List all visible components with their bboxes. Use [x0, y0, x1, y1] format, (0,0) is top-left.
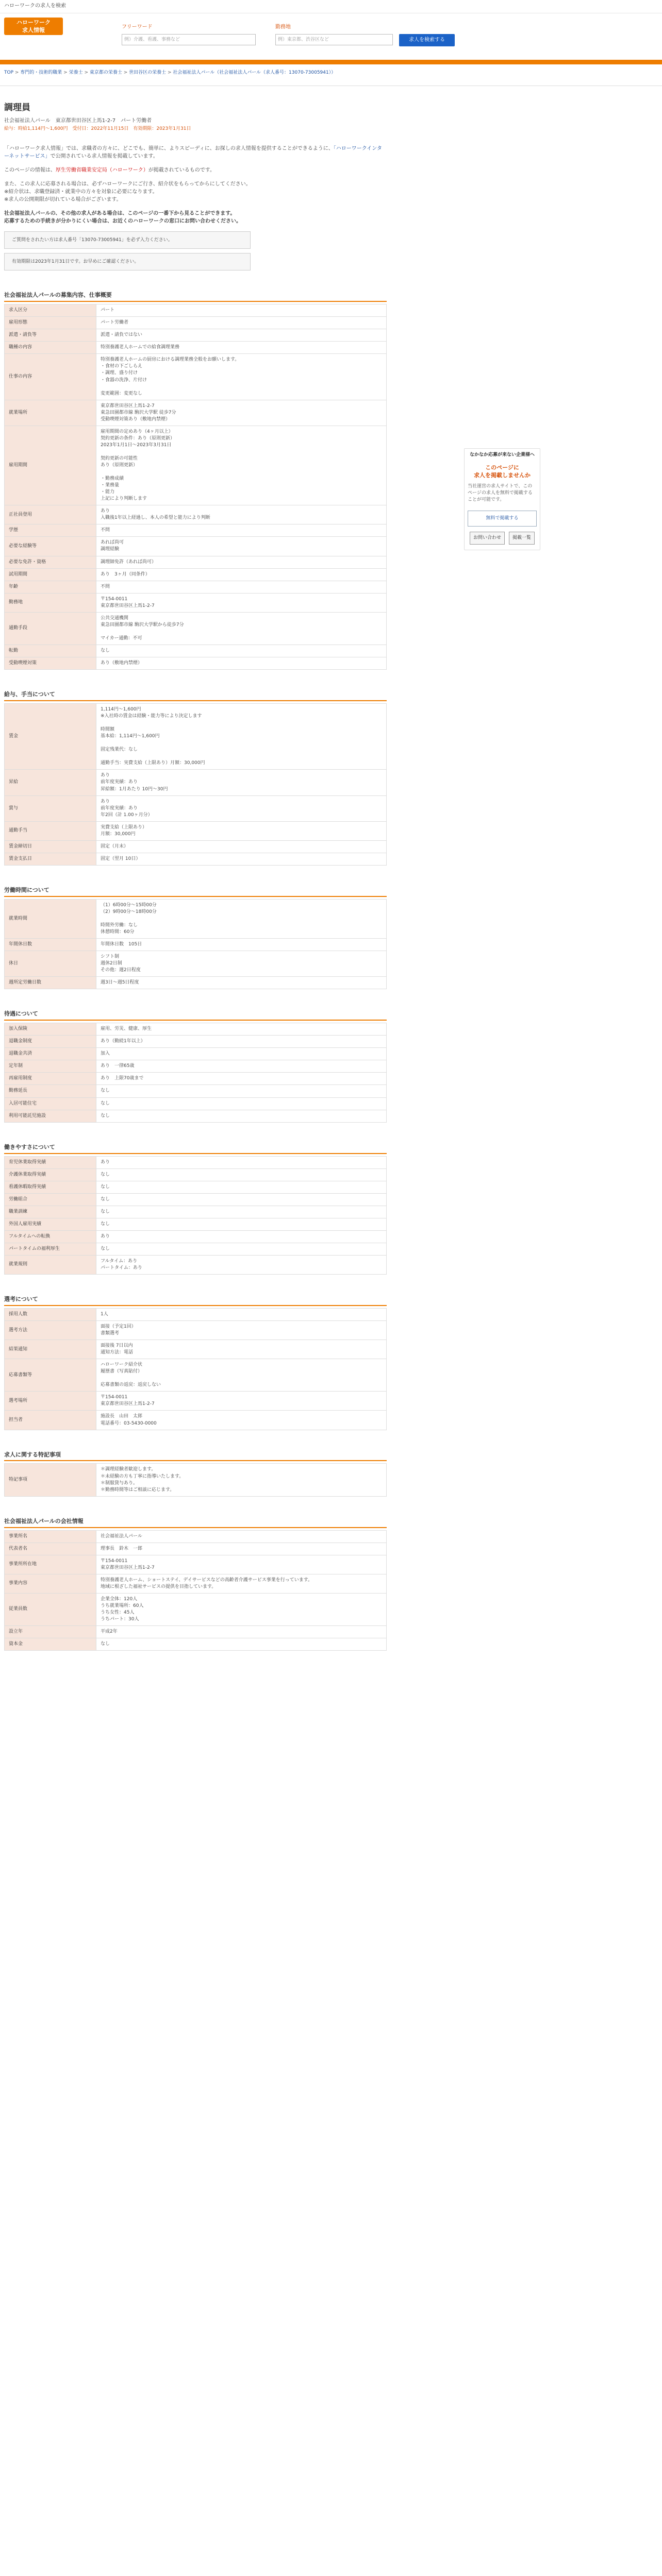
row-value: あり 前年度実績：あり 年2回（計 1.00ヶ月分）: [96, 795, 387, 821]
section: [4, 1517, 387, 1651]
table-row: [5, 568, 387, 581]
row-label: 職種の内容: [5, 342, 96, 354]
row-value: あり: [96, 1156, 387, 1168]
ad-box: [464, 448, 540, 550]
table-row: [5, 770, 387, 795]
breadcrumb-separator: >: [166, 70, 173, 75]
row-value: 週3日〜週5日程度: [96, 977, 387, 989]
row-label: 事業内容: [5, 1574, 96, 1593]
row-value: シフト制 週休2日制 その他：週2日程度: [96, 951, 387, 977]
row-value: あり 上限70歳まで: [96, 1073, 387, 1085]
breadcrumb-item[interactable]: 栄養士: [69, 70, 83, 75]
table-row: [5, 1230, 387, 1243]
table-row: [5, 899, 387, 938]
section-title: 待遇について: [4, 1010, 387, 1021]
row-label: 就業場所: [5, 400, 96, 426]
ad-highlight: このページに 求人を掲載しませんか: [474, 464, 531, 479]
row-label: パートタイムの福利厚生: [5, 1243, 96, 1255]
row-label: 設立年: [5, 1626, 96, 1638]
row-value: なし: [96, 1085, 387, 1097]
row-value: 不問: [96, 581, 387, 593]
row-value: ハローワーク紹介状 履歴書（写真貼付） 応募書類の返戻：返戻しない: [96, 1359, 387, 1392]
section: [4, 886, 387, 989]
table-row: [5, 1060, 387, 1073]
section: [4, 690, 387, 866]
row-label: 年齢: [5, 581, 96, 593]
section: [4, 1010, 387, 1122]
row-label: 加入保険: [5, 1023, 96, 1036]
row-label: 外国人雇用実績: [5, 1218, 96, 1230]
breadcrumb: [0, 64, 662, 86]
row-label: 昇給: [5, 770, 96, 795]
table-row: [5, 400, 387, 426]
row-value: 固定（月末）: [96, 840, 387, 853]
section-table: [4, 1463, 387, 1496]
row-label: 雇用形態: [5, 317, 96, 329]
row-label: 職業訓練: [5, 1206, 96, 1218]
row-value: 特別養護老人ホームの厨房における調理業務全般をお願いします。 ・食材の下ごしらえ ・調理、盛り付け ・食器の洗浄、片付け 変更範囲：変更なし: [96, 354, 387, 400]
row-value: なし: [96, 1218, 387, 1230]
row-label: 定年制: [5, 1060, 96, 1073]
intro-p1-text2: で公開されている求人情報を掲載しています。: [50, 154, 158, 160]
table-row: [5, 1036, 387, 1048]
row-value: あれば尚可 調理経験: [96, 537, 387, 556]
row-value: 加入: [96, 1048, 387, 1060]
row-label: 退職金共済: [5, 1048, 96, 1060]
table-row: [5, 556, 387, 568]
row-value: あり 一律65歳: [96, 1060, 387, 1073]
section-table: [4, 1023, 387, 1122]
table-row: [5, 304, 387, 317]
table-row: [5, 939, 387, 951]
section: [4, 291, 387, 670]
breadcrumb-item[interactable]: 社会福祉法人パール（社会福祉法人パール（求人番号：13070-73005941））: [173, 70, 336, 75]
table-row: [5, 342, 387, 354]
header-divider: [0, 60, 662, 64]
row-value: パート: [96, 304, 387, 317]
row-label: 正社員登用: [5, 505, 96, 524]
intro-p1: [4, 145, 387, 160]
row-value: 不問: [96, 524, 387, 537]
logo-line2: 求人情報: [22, 27, 45, 33]
row-value: なし: [96, 1168, 387, 1181]
table-row: [5, 1255, 387, 1274]
row-label: 賃金支払日: [5, 853, 96, 865]
table-row: [5, 354, 387, 400]
table-row: [5, 524, 387, 537]
intro-text: [4, 145, 387, 270]
row-value: なし: [96, 645, 387, 657]
section-title: 働きやすさについて: [4, 1143, 387, 1154]
topbar: [0, 0, 662, 13]
row-label: 学歴: [5, 524, 96, 537]
row-label: 看護休暇取得実績: [5, 1181, 96, 1193]
row-value: 面接（予定1回） 書類選考: [96, 1320, 387, 1340]
row-label: 休日: [5, 951, 96, 977]
row-value: 東京都世田谷区上馬1-2-7 東急田園都市線 駒沢大学駅 徒歩7分 受動喫煙対策あり（敷地内禁煙）: [96, 400, 387, 426]
row-label: 必要な経験等: [5, 537, 96, 556]
section: [4, 1143, 387, 1275]
intro-p2: [4, 166, 387, 174]
row-value: なし: [96, 1243, 387, 1255]
row-value: 〒154-0011 東京都世田谷区上馬1-2-7: [96, 593, 387, 612]
row-value: ＊調理経験者歓迎します。 ＊未経験の方も丁寧に指導いたします。 ＊制服貸与あり。 ＊勤務時間等はご相談に応じます。: [96, 1464, 387, 1496]
row-label: 転勤: [5, 645, 96, 657]
hellowork-link[interactable]: 「ハローワークインターネットサービス」: [4, 146, 382, 160]
table-row: [5, 1085, 387, 1097]
section-table: [4, 899, 387, 989]
table-row: [5, 1638, 387, 1651]
section-table: [4, 1156, 387, 1275]
row-label: 就業規則: [5, 1255, 96, 1274]
row-value: 固定（翌月 10日）: [96, 853, 387, 865]
table-row: [5, 645, 387, 657]
row-label: 介護休業取得実績: [5, 1168, 96, 1181]
table-row: [5, 1593, 387, 1625]
intro-p1-text: 「ハローワーク求人情報」では、求職者の方々に、どこでも、簡単に、よりスピーディに、お探しの求人情報を提供することができるように、: [4, 146, 334, 152]
breadcrumb-item[interactable]: TOP: [4, 70, 14, 75]
row-label: 賃金: [5, 703, 96, 769]
row-label: 退職金制度: [5, 1036, 96, 1048]
row-value: 社会福祉法人パール: [96, 1530, 387, 1543]
row-label: 勤務地: [5, 593, 96, 612]
contact-button[interactable]: お問い合わせ: [470, 532, 505, 545]
row-label: 受動喫煙対策: [5, 657, 96, 670]
table-row: [5, 1626, 387, 1638]
table-row: [5, 1574, 387, 1593]
row-label: 再雇用制度: [5, 1073, 96, 1085]
table-row: [5, 1530, 387, 1543]
row-label: 育児休業取得実績: [5, 1156, 96, 1168]
row-label: 就業時間: [5, 899, 96, 938]
table-row: [5, 951, 387, 977]
row-value: 〒154-0011 東京都世田谷区上馬1-2-7: [96, 1392, 387, 1411]
table-row: [5, 853, 387, 865]
table-row: [5, 1218, 387, 1230]
section: [4, 1451, 387, 1497]
ad-button-row: [468, 532, 537, 545]
area-label: 勤務地: [275, 24, 291, 30]
row-label: 代表者名: [5, 1543, 96, 1555]
free-post-button[interactable]: 無料で掲載する: [468, 511, 537, 527]
section-title: 社会福祉法人パールの会社情報: [4, 1517, 387, 1528]
intro-p4: 社会福祉法人パールの、その他の求人がある場合は、このページの一番下から見ることができます。 応募するための手続きが分かりにくい場合は、お近くのハローワークの窓口にお問い合わせください。: [4, 211, 241, 225]
table-row: [5, 1110, 387, 1122]
row-label: 事業所名: [5, 1530, 96, 1543]
list-button[interactable]: 掲載一覧: [509, 532, 535, 545]
ad-title: なかなか応募が来ない企業様へ: [469, 452, 535, 457]
table-row: [5, 977, 387, 989]
table-row: [5, 1097, 387, 1110]
breadcrumb-separator: >: [13, 70, 21, 75]
row-value: 特別養護老人ホーム、ショートステイ、デイサービスなどの高齢者介護サービス事業を行っています。 地域に根ざした福祉サービスの提供を目指しています。: [96, 1574, 387, 1593]
table-row: [5, 1156, 387, 1168]
freeword-input[interactable]: 例）介護、看護、事務など: [122, 34, 256, 45]
intro-p2-text: このページの情報は、: [4, 167, 56, 174]
row-label: 求人区分: [5, 304, 96, 317]
table-row: [5, 1543, 387, 1555]
job-lead: 社会福祉法人パール 東京都世田谷区上馬1-2-7 パート労働者: [4, 117, 152, 124]
row-label: 仕事の内容: [5, 354, 96, 400]
main-content: [4, 86, 387, 1651]
row-label: 特記事項: [5, 1464, 96, 1496]
row-value: 雇用期間の定めあり（4ヶ月以上） 契約更新の条件：あり（原則更新） 2023年1月1日〜2023年3月31日 契約更新の可能性 あり（原則更新） ・勤務成績 ・業務量 ・能力 上記により判断します: [96, 426, 387, 505]
row-label: 応募書類等: [5, 1359, 96, 1392]
breadcrumb-item[interactable]: 世田谷区の栄養士: [129, 70, 167, 75]
row-value: なし: [96, 1638, 387, 1651]
row-value: 企業全体：120人 うち就業場所：60人 うち女性：45人 うちパート：30人: [96, 1593, 387, 1625]
breadcrumb-separator: >: [122, 70, 129, 75]
row-label: 担当者: [5, 1411, 96, 1430]
table-row: [5, 1243, 387, 1255]
row-label: 週所定労働日数: [5, 977, 96, 989]
section-title: 社会福祉法人パールの募集内容、仕事概要: [4, 291, 387, 302]
logo-line1: ハローワーク: [16, 19, 51, 26]
row-value: 面接後 7日以内 通知方法：電話: [96, 1340, 387, 1359]
breadcrumb-separator: >: [82, 70, 90, 75]
intro-p2-text2: が掲載されているものです。: [148, 167, 216, 174]
row-value: あり 前年度実績：あり 昇給額：1月あたり 10円〜30円: [96, 770, 387, 795]
row-label: 通勤手段: [5, 612, 96, 645]
row-label: 入居可能住宅: [5, 1097, 96, 1110]
header: [0, 13, 662, 50]
row-label: 従業員数: [5, 1593, 96, 1625]
notice-box-deadline: 有効期限は2023年1月31日です。お早めにご確認ください。: [4, 253, 251, 270]
table-row: [5, 1555, 387, 1574]
table-row: [5, 505, 387, 524]
table-row: [5, 593, 387, 612]
row-value: あり（勤続1年以上）: [96, 1036, 387, 1048]
row-value: あり: [96, 1230, 387, 1243]
table-row: [5, 703, 387, 769]
site-caption: ハローワークの求人を検索: [4, 3, 66, 9]
row-label: 資本金: [5, 1638, 96, 1651]
row-label: 派遣・請負等: [5, 329, 96, 342]
table-row: [5, 821, 387, 840]
job-meta: 給与：時給1,114円〜1,600円 受付日：2022年11月15日 有効期限：2023年1月31日: [4, 126, 191, 132]
breadcrumb-separator: >: [62, 70, 69, 75]
section-table: [4, 1308, 387, 1430]
breadcrumb-item[interactable]: 専門的・技術的職業: [20, 70, 62, 75]
table-row: [5, 657, 387, 670]
table-row: [5, 1206, 387, 1218]
table-row: [5, 329, 387, 342]
table-row: [5, 1168, 387, 1181]
section: [4, 1295, 387, 1430]
table-row: [5, 317, 387, 329]
intro-p2-red: 厚生労働省職業安定局（ハローワーク）: [55, 167, 148, 174]
row-label: 雇用期間: [5, 426, 96, 505]
row-label: 勤務延長: [5, 1085, 96, 1097]
site-logo[interactable]: [4, 18, 63, 35]
table-row: [5, 1023, 387, 1036]
row-value: フルタイム：あり パートタイム：あり: [96, 1255, 387, 1274]
table-row: [5, 1308, 387, 1320]
intro-p3: また、この求人に応募される場合は、必ずハローワークにご行き、紹介状をもらってからにしてください。 ※紹介状は、求職登録済・就業中の方々を対象に必要になります。 ※求人の公開期限が切れている場合がございます。: [4, 181, 251, 203]
row-value: 〒154-0011 東京都世田谷区上馬1-2-7: [96, 1555, 387, 1574]
row-value: なし: [96, 1181, 387, 1193]
area-input[interactable]: 例）東京都、渋谷区など: [275, 34, 393, 45]
section-title: 選考について: [4, 1295, 387, 1306]
row-label: 通勤手当: [5, 821, 96, 840]
row-value: 雇用、労災、健康、厚生: [96, 1023, 387, 1036]
breadcrumb-item[interactable]: 東京都の栄養士: [89, 70, 122, 75]
table-row: [5, 1392, 387, 1411]
row-label: 年間休日数: [5, 939, 96, 951]
row-value: 平成2年: [96, 1626, 387, 1638]
row-label: 結果通知: [5, 1340, 96, 1359]
table-row: [5, 1320, 387, 1340]
table-row: [5, 1193, 387, 1206]
sidebar: [464, 448, 540, 550]
row-label: 必要な免許・資格: [5, 556, 96, 568]
table-row: [5, 1464, 387, 1496]
row-value: なし: [96, 1193, 387, 1206]
row-label: 採用人数: [5, 1308, 96, 1320]
notice-box-number: ご質問をされたい方は求人番号「13070-73005941」を必ず入力ください。: [4, 231, 251, 249]
row-value: 1人: [96, 1308, 387, 1320]
row-value: 年間休日数 105日: [96, 939, 387, 951]
table-row: [5, 840, 387, 853]
row-label: 労働組合: [5, 1193, 96, 1206]
row-label: フルタイムへの転換: [5, 1230, 96, 1243]
row-label: 選考方法: [5, 1320, 96, 1340]
row-value: 特別養護老人ホームでの給食調理業務: [96, 342, 387, 354]
row-value: 理事長 鈴木 一郎: [96, 1543, 387, 1555]
search-button[interactable]: 求人を検索する: [399, 34, 455, 46]
row-label: 試用期間: [5, 568, 96, 581]
row-label: 選考場所: [5, 1392, 96, 1411]
row-value: 実費支給（上限あり） 月額：30,000円: [96, 821, 387, 840]
job-sections: [4, 291, 387, 1651]
row-value: あり 入職後1年以上経過し、本人の希望と能力により判断: [96, 505, 387, 524]
row-value: 派遣・請負ではない: [96, 329, 387, 342]
freeword-label: フリーワード: [122, 24, 153, 30]
row-value: 調理師免許（あれば尚可）: [96, 556, 387, 568]
row-value: 公共交通機関 東急田園都市線 駒沢大学駅から徒歩7分 マイカー通勤：不可: [96, 612, 387, 645]
ad-desc: 当社運営の求人サイトで、このページの求人を無料で掲載することが可能です。: [468, 484, 533, 503]
row-value: （1）6時00分〜15時00分 （2）9時00分〜18時00分 時間外労働：なし 休憩時間：60分: [96, 899, 387, 938]
table-row: [5, 426, 387, 505]
row-label: 事業所所在地: [5, 1555, 96, 1574]
row-value: なし: [96, 1206, 387, 1218]
table-row: [5, 1411, 387, 1430]
row-value: なし: [96, 1110, 387, 1122]
section-table: [4, 1530, 387, 1651]
row-value: 1,114円〜1,600円 ※入社時の賃金は経験・能力等により決定します 時間額 基本給：1,114円〜1,600円 固定残業代：なし 通勤手当：実費支給（上限あり）月額：30,000円: [96, 703, 387, 769]
table-row: [5, 1181, 387, 1193]
page-title: 調理員: [4, 103, 30, 113]
row-value: 施設長 山田 太郎 電話番号：03-5430-0000: [96, 1411, 387, 1430]
row-label: 賃金締切日: [5, 840, 96, 853]
row-value: あり 3ヶ月（同条件）: [96, 568, 387, 581]
section-title: 労働時間について: [4, 886, 387, 897]
table-row: [5, 537, 387, 556]
table-row: [5, 581, 387, 593]
table-row: [5, 795, 387, 821]
section-table: [4, 304, 387, 670]
table-row: [5, 1048, 387, 1060]
table-row: [5, 1340, 387, 1359]
table-row: [5, 1073, 387, 1085]
table-row: [5, 1359, 387, 1392]
row-value: あり（敷地内禁煙）: [96, 657, 387, 670]
row-label: 利用可能託児施設: [5, 1110, 96, 1122]
row-value: パート労働者: [96, 317, 387, 329]
row-label: 賞与: [5, 795, 96, 821]
section-title: 求人に関する特記事項: [4, 1451, 387, 1462]
row-value: なし: [96, 1097, 387, 1110]
table-row: [5, 612, 387, 645]
section-title: 給与、手当について: [4, 690, 387, 701]
section-table: [4, 703, 387, 866]
